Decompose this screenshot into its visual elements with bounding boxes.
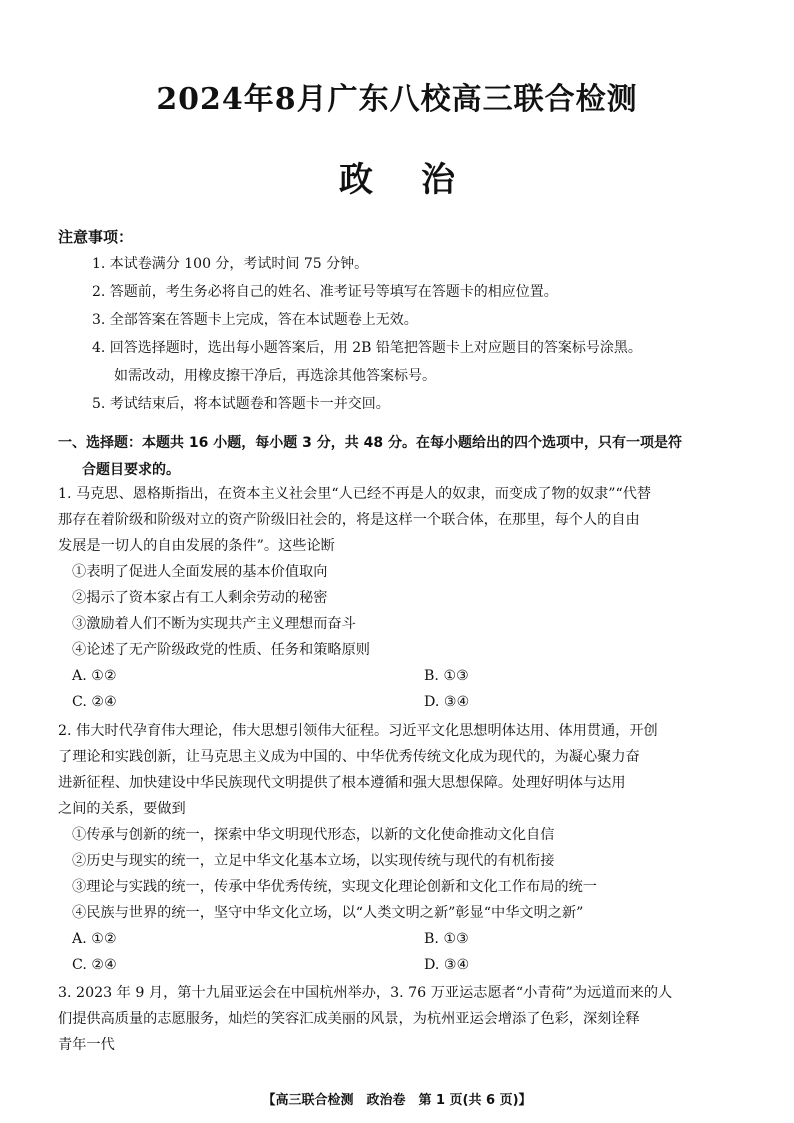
question-stem: 发展是一切人的自由发展的条件”。这些论断 <box>58 538 335 554</box>
statement-item: ②历史与现实的统一，立足中华文化基本立场，以实现传统与现代的有机衔接 <box>72 853 555 869</box>
question-stem: 之间的关系，要做到 <box>58 801 186 817</box>
choice-b: B. ①③ <box>424 931 469 947</box>
statement-item: ①传承与创新的统一，探索中华文明现代形态，以新的文化使命推动文化自信 <box>72 827 555 843</box>
notice-heading: 注意事项： <box>58 228 134 246</box>
question-stem: 那存在着阶级和阶级对立的资产阶级旧社会的，将是这样一个联合体，在那里，每个人的自由 <box>58 512 640 528</box>
choice-a: A. ①② <box>72 931 117 947</box>
answer-choices <box>58 663 748 715</box>
notice-list <box>92 250 752 418</box>
choice-b: B. ①③ <box>424 668 469 684</box>
question-stem: 了理论和实践创新，让马克思主义成为中国的、中华优秀传统文化成为现代的，为凝心聚力奋 <box>58 749 640 765</box>
question-stem: 2. 伟大时代孕育伟大理论，伟大思想引领伟大征程。习近平文化思想明体达用、体用贯通，开创 <box>58 723 658 739</box>
notice-item: 2. 答题前，考生务必将自己的姓名、准考证号等填写在答题卡的相应位置。 <box>92 284 558 300</box>
question-stem: 进新征程、加快建设中华民族现代文明提供了根本遵循和强大思想保障。处理好明体与达用 <box>58 775 626 791</box>
statement-item: ④论述了无产阶级政党的性质、任务和策略原则 <box>72 642 370 658</box>
section-heading-line: 合题目要求的。 <box>82 462 180 478</box>
page-footer: 【高三联合检测 政治卷 第 1 页(共 6 页)】 <box>262 1093 532 1108</box>
question-stem: 3. 2023 年 9 月，第十九届亚运会在中国杭州举办，3. 76 万亚运志愿者“小青荷”为远道而来的人 <box>58 985 673 1001</box>
choice-d: D. ③④ <box>424 694 470 710</box>
notice-item: 4. 回答选择题时，选出每小题答案后，用 2B 铅笔把答题卡上对应题目的答案标号涂黑。 <box>92 340 642 356</box>
subject-title: 政治 <box>339 160 503 200</box>
section-heading-line: 一、选择题：本题共 16 小题，每小题 3 分，共 48 分。在每小题给出的四个选项中，只有一项是符 <box>58 435 682 451</box>
question-stem: 们提供高质量的志愿服务，灿烂的笑容汇成美丽的风景，为杭州亚运会增添了色彩，深刻诠释 <box>58 1011 640 1027</box>
choice-d: D. ③④ <box>424 957 470 973</box>
question-2 <box>58 718 748 978</box>
notice-item: 1. 本试卷满分 100 分，考试时间 75 分钟。 <box>92 256 369 272</box>
question-stem: 青年一代 <box>58 1037 115 1053</box>
choice-c: C. ②④ <box>72 694 117 710</box>
answer-choices <box>58 926 748 978</box>
question-1 <box>58 481 748 715</box>
statement-item: ④民族与世界的统一，坚守中华文化立场，以“人类文明之新”彰显“中华文明之新” <box>72 905 584 921</box>
question-3 <box>58 980 748 1058</box>
statement-item: ②揭示了资本家占有工人剩余劳动的秘密 <box>72 590 328 606</box>
statement-item: ①表明了促进人全面发展的基本价值取向 <box>72 564 328 580</box>
notice-item: 5. 考试结束后，将本试题卷和答题卡一并交回。 <box>92 396 390 412</box>
choice-a: A. ①② <box>72 668 117 684</box>
choice-c: C. ②④ <box>72 957 117 973</box>
notice-item: 3. 全部答案在答题卡上完成，答在本试题卷上无效。 <box>92 312 418 328</box>
statement-item: ③激励着人们不断为实现共产主义理想而奋斗 <box>72 616 356 632</box>
question-stem: 1. 马克思、恩格斯指出，在资本主义社会里“人已经不再是人的奴隶，而变成了物的奴隶”“代替 <box>58 486 652 502</box>
statement-item: ③理论与实践的统一，传承中华优秀传统，实现文化理论创新和文化工作布局的统一 <box>72 879 597 895</box>
section-heading <box>58 430 748 484</box>
notice-item-continuation: 如需改动，用橡皮擦干净后，再选涂其他答案标号。 <box>114 368 436 384</box>
exam-title: 2024年8月广东八校高三联合检测 <box>156 82 638 117</box>
